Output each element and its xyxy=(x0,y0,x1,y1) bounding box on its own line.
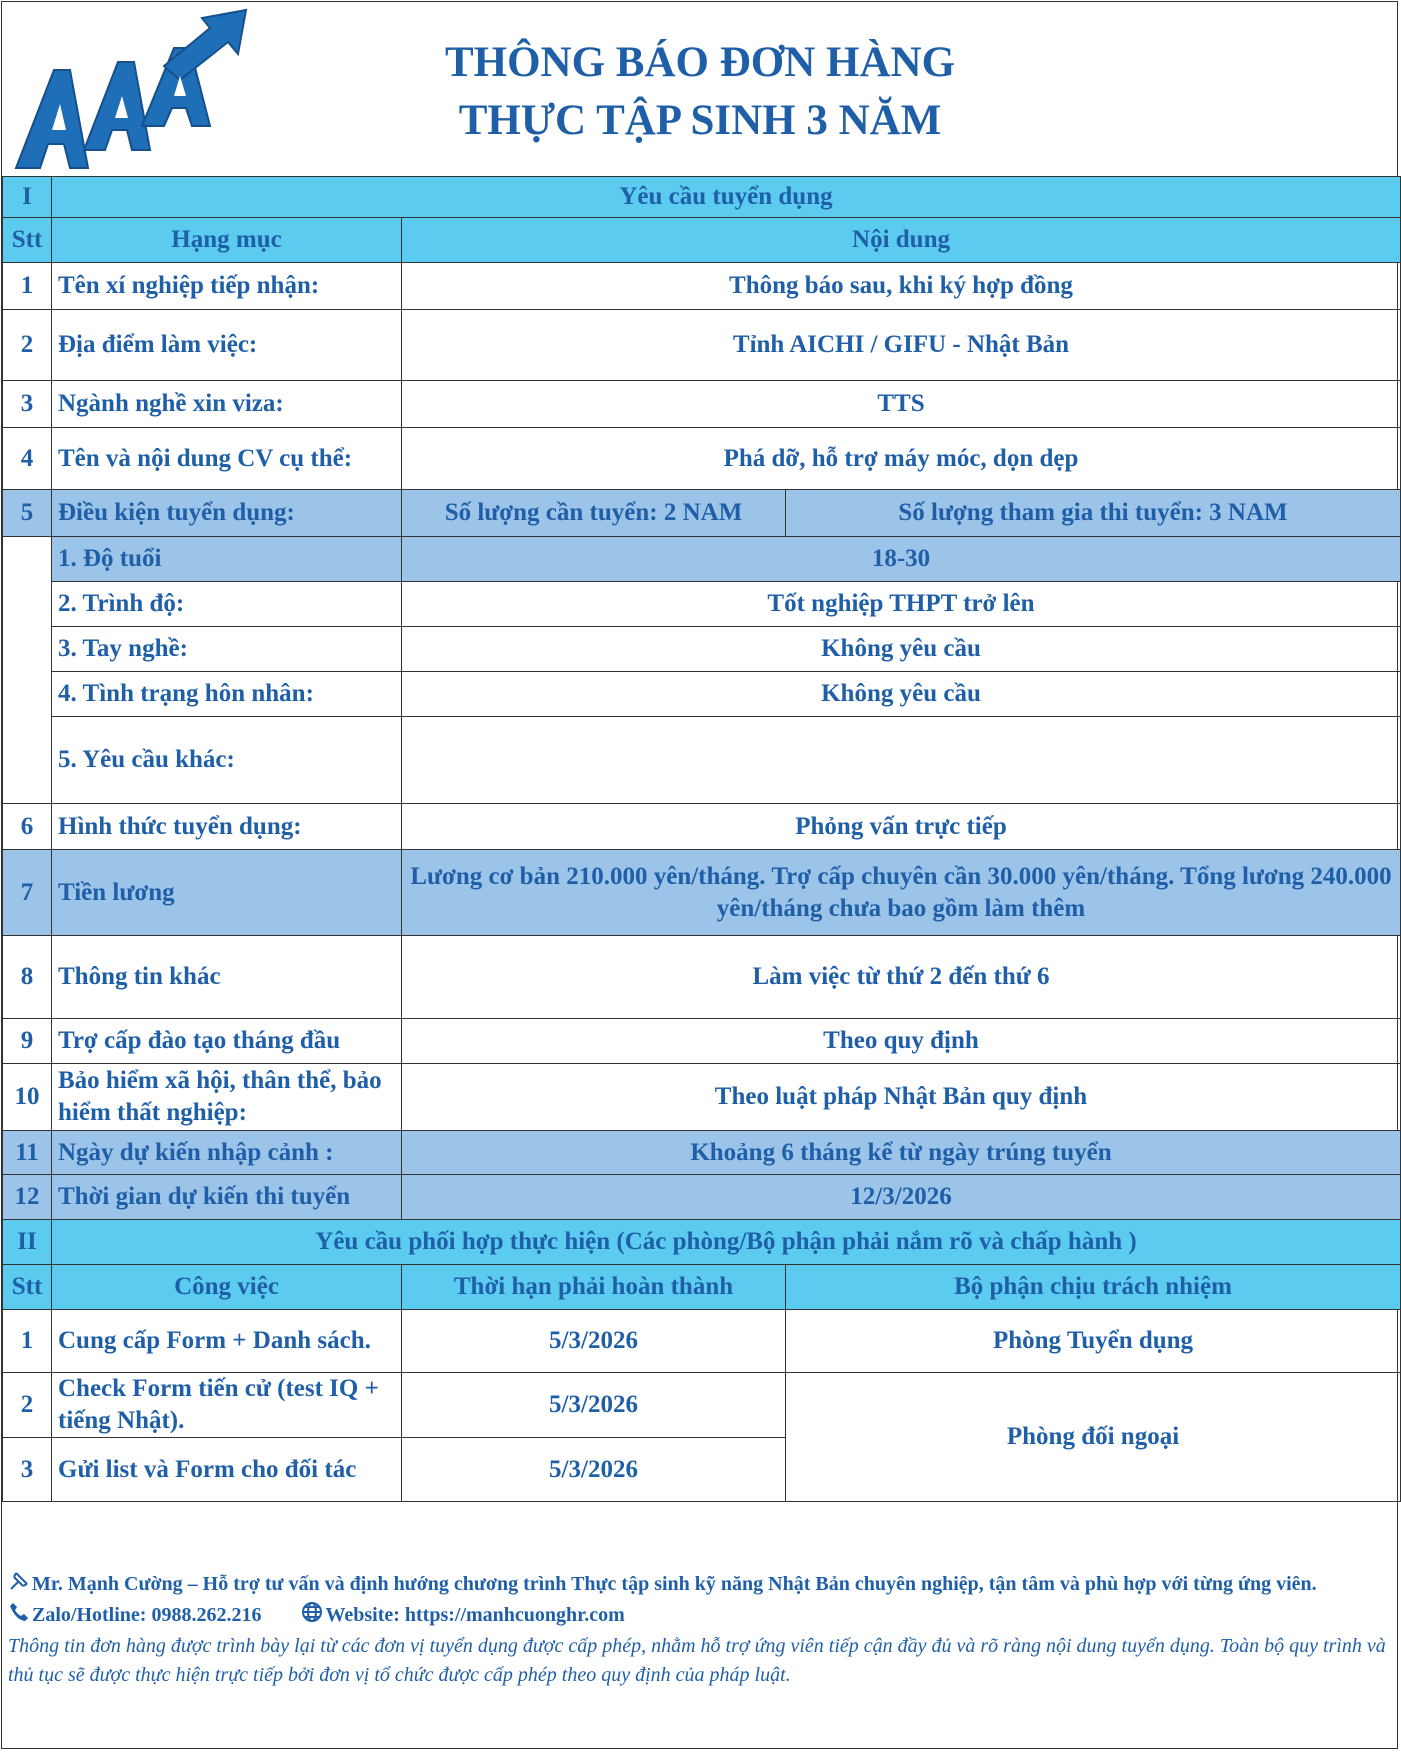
task-deadline: 5/3/2026 xyxy=(402,1373,786,1438)
task-dept: Phòng đối ngoại xyxy=(786,1373,1401,1502)
row-value: Thông báo sau, khi ký hợp đồng xyxy=(402,263,1401,310)
row-stt: 9 xyxy=(3,1019,52,1064)
section-1-columns xyxy=(3,218,1401,263)
row-value: Tỉnh AICHI / GIFU - Nhật Bản xyxy=(402,310,1401,381)
task-name: Cung cấp Form + Danh sách. xyxy=(52,1310,402,1373)
row-stt: 8 xyxy=(3,936,52,1019)
condition-row xyxy=(3,582,1401,627)
section-1-num: I xyxy=(3,177,52,218)
table-row xyxy=(3,804,1401,850)
col-dept: Bộ phận chịu trách nhiệm xyxy=(786,1265,1401,1310)
disclaimer-text: Thông tin đơn hàng được trình bày lại từ các đơn vị tuyển dụng được cấp phép, nhằm hỗ trợ ứng viên tiếp cận đầy đủ và rõ ràng nội dung tuyển dụng. Toàn bộ quy trình và thủ tục sẽ được thực hiện trực tiếp bởi đơn vị tổ chức được cấp phép theo quy định của pháp luật. xyxy=(8,1635,1386,1686)
order-table xyxy=(2,176,1401,1502)
section-1-title: Yêu cầu tuyển dụng xyxy=(52,177,1401,218)
condition-row xyxy=(3,717,1401,804)
col-task: Công việc xyxy=(52,1265,402,1310)
title-line-2: THỰC TẬP SINH 3 NĂM xyxy=(458,97,942,144)
task-name: Check Form tiến cử (test IQ + tiếng Nhật). xyxy=(52,1373,402,1438)
row-label: Thời gian dự kiến thi tuyển xyxy=(52,1175,402,1220)
page-title xyxy=(300,34,1100,150)
header xyxy=(0,0,1401,176)
row-label: Tiền lương xyxy=(52,850,402,936)
table-row xyxy=(3,1019,1401,1064)
row-label: Điều kiện tuyển dụng: xyxy=(52,490,402,537)
contact-line xyxy=(8,1570,1393,1601)
row-stt: 5 xyxy=(3,490,52,537)
condition-label: 3. Tay nghề: xyxy=(52,627,402,672)
table-row xyxy=(3,936,1401,1019)
table-row xyxy=(3,1064,1401,1131)
row-label: Ngành nghề xin viza: xyxy=(52,381,402,428)
row-stt: 7 xyxy=(3,850,52,936)
table-row xyxy=(3,428,1401,490)
col-stt: Stt xyxy=(3,218,52,263)
row-label: Hình thức tuyển dụng: xyxy=(52,804,402,850)
table-row xyxy=(3,381,1401,428)
row-value: TTS xyxy=(402,381,1401,428)
aaa-logo xyxy=(14,8,250,174)
row-stt: 1 xyxy=(3,263,52,310)
title-line-1: THÔNG BÁO ĐƠN HÀNG xyxy=(444,39,956,86)
task-stt: 1 xyxy=(3,1310,52,1373)
row-value: Theo quy định xyxy=(402,1019,1401,1064)
table-row-conditions xyxy=(3,490,1401,537)
row-value: Làm việc từ thứ 2 đến thứ 6 xyxy=(402,936,1401,1019)
phone-icon xyxy=(8,1601,32,1632)
row-value: Phỏng vấn trực tiếp xyxy=(402,804,1401,850)
section-2-header xyxy=(3,1220,1401,1265)
condition-value: Không yêu cầu xyxy=(402,627,1401,672)
hotline-line xyxy=(8,1601,1393,1632)
row-stt: 10 xyxy=(3,1064,52,1131)
row-label: Thông tin khác xyxy=(52,936,402,1019)
col-content: Nội dung xyxy=(402,218,1401,263)
section-2-num: II xyxy=(3,1220,52,1265)
row-label: Bảo hiểm xã hội, thân thể, bảo hiểm thất nghiệp: xyxy=(52,1064,402,1131)
condition-label: 4. Tình trạng hôn nhân: xyxy=(52,672,402,717)
condition-value: 18-30 xyxy=(402,537,1401,582)
contact-text: Mr. Mạnh Cường – Hỗ trợ tư vấn và định hướng chương trình Thực tập sinh kỹ năng Nhật Bản chuyên nghiệp, tận tâm và phù hợp với từng ứng viên. xyxy=(32,1573,1317,1596)
table-row xyxy=(3,263,1401,310)
row-label: Ngày dự kiến nhập cảnh : xyxy=(52,1131,402,1175)
table-row-exam xyxy=(3,1175,1401,1220)
condition-row xyxy=(3,672,1401,717)
row-value: 12/3/2026 xyxy=(402,1175,1401,1220)
task-stt: 3 xyxy=(3,1438,52,1502)
table-row xyxy=(3,310,1401,381)
condition-stt-blank xyxy=(3,537,52,804)
condition-label: 5. Yêu cầu khác: xyxy=(52,717,402,804)
footer xyxy=(8,1570,1393,1690)
section-2-title: Yêu cầu phối hợp thực hiện (Các phòng/Bộ phận phải nắm rõ và chấp hành ) xyxy=(52,1220,1401,1265)
row-stt: 2 xyxy=(3,310,52,381)
row-stt: 3 xyxy=(3,381,52,428)
row-stt: 6 xyxy=(3,804,52,850)
hotline-text: Zalo/Hotline: 0988.262.216 xyxy=(32,1604,262,1627)
col-stt: Stt xyxy=(3,1265,52,1310)
row-label: Địa điểm làm việc: xyxy=(52,310,402,381)
task-row xyxy=(3,1373,1401,1438)
task-deadline: 5/3/2026 xyxy=(402,1438,786,1502)
row-value: Khoảng 6 tháng kể từ ngày trúng tuyển xyxy=(402,1131,1401,1175)
row-stt: 11 xyxy=(3,1131,52,1175)
task-name: Gửi list và Form cho đối tác xyxy=(52,1438,402,1502)
task-deadline: 5/3/2026 xyxy=(402,1310,786,1373)
exam-count: Số lượng tham gia thi tuyển: 3 NAM xyxy=(786,490,1401,537)
pushpin-icon xyxy=(8,1570,32,1601)
globe-icon xyxy=(301,1601,325,1632)
condition-row xyxy=(3,537,1401,582)
section-2-columns xyxy=(3,1265,1401,1310)
row-value: Lương cơ bản 210.000 yên/tháng. Trợ cấp chuyên cần 30.000 yên/tháng. Tổng lương 240.000 yên/tháng chưa bao gồm làm thêm xyxy=(402,850,1401,936)
row-value: Phá dỡ, hỗ trợ máy móc, dọn dẹp xyxy=(402,428,1401,490)
condition-value: Không yêu cầu xyxy=(402,672,1401,717)
condition-label: 1. Độ tuổi xyxy=(52,537,402,582)
section-1-header xyxy=(3,177,1401,218)
row-value: Theo luật pháp Nhật Bản quy định xyxy=(402,1064,1401,1131)
task-dept: Phòng Tuyển dụng xyxy=(786,1310,1401,1373)
condition-value xyxy=(402,717,1401,804)
website-text[interactable]: Website: https://manhcuonghr.com xyxy=(325,1604,625,1627)
row-label: Tên xí nghiệp tiếp nhận: xyxy=(52,263,402,310)
condition-label: 2. Trình độ: xyxy=(52,582,402,627)
col-deadline: Thời hạn phải hoàn thành xyxy=(402,1265,786,1310)
col-item: Hạng mục xyxy=(52,218,402,263)
recruit-count: Số lượng cần tuyển: 2 NAM xyxy=(402,490,786,537)
condition-value: Tốt nghiệp THPT trở lên xyxy=(402,582,1401,627)
row-label: Tên và nội dung CV cụ thể: xyxy=(52,428,402,490)
row-stt: 4 xyxy=(3,428,52,490)
task-row xyxy=(3,1310,1401,1373)
condition-row xyxy=(3,627,1401,672)
table-row-entry xyxy=(3,1131,1401,1175)
table-row-salary xyxy=(3,850,1401,936)
row-label: Trợ cấp đào tạo tháng đầu xyxy=(52,1019,402,1064)
task-stt: 2 xyxy=(3,1373,52,1438)
row-stt: 12 xyxy=(3,1175,52,1220)
